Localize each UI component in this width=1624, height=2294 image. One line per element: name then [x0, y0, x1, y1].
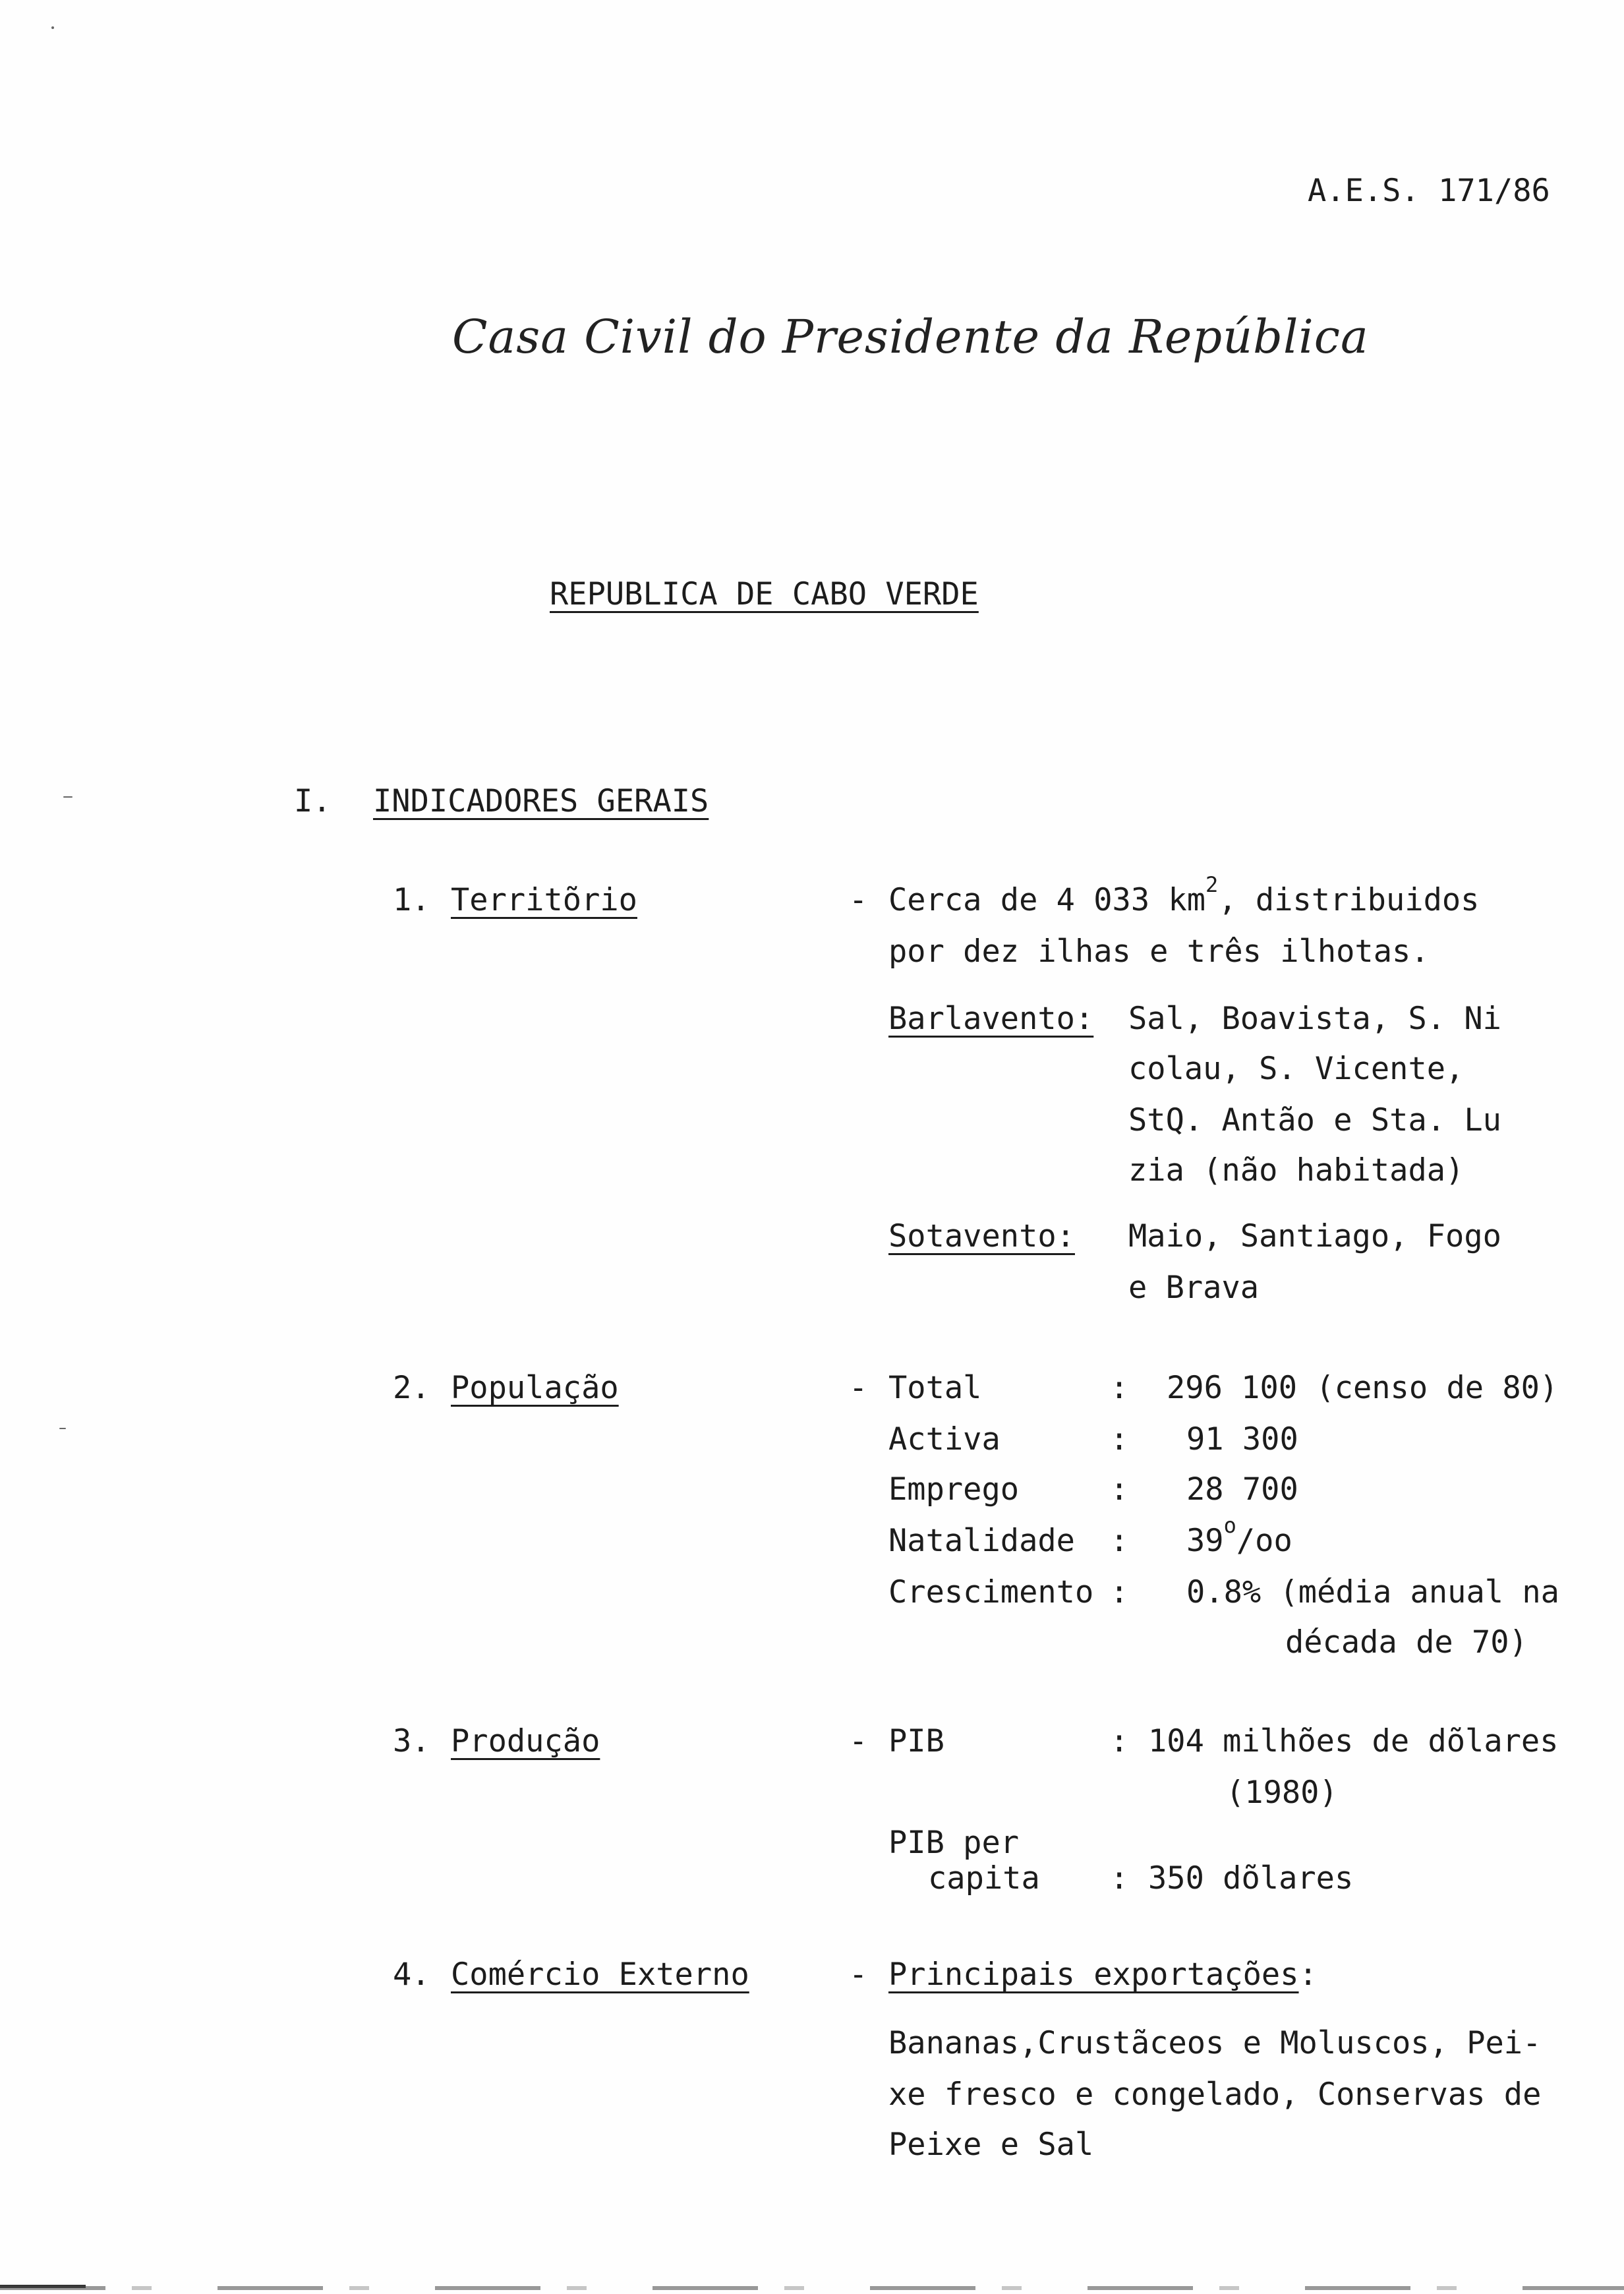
reference-number: A.E.S. 171/86 [1308, 173, 1550, 209]
pop-row-value: 0.8% (média anual na [1186, 1574, 1559, 1610]
barlavento-line: Sal, Boavista, S. Ni [1128, 1001, 1501, 1037]
natalidade-value-b: /oo [1236, 1523, 1292, 1559]
exports-line: Peixe e Sal [888, 2127, 1094, 2163]
scan-speck [51, 26, 54, 29]
pop-row-label: Emprego [888, 1471, 1020, 1508]
section-number: I. [294, 783, 332, 819]
pop-row-value: 28 700 [1186, 1471, 1298, 1508]
item-number: 1. [393, 882, 430, 918]
territorio-line-1 [888, 872, 1480, 918]
pib-per-capita-value: 350 dõlares [1148, 1860, 1354, 1897]
scan-bottom-edge [0, 2286, 1624, 2290]
exports-heading-row [888, 1956, 1318, 1993]
pop-row-value-cont: década de 70) [1285, 1624, 1528, 1661]
scan-speck [59, 1428, 66, 1429]
pop-row-colon: : [1110, 1523, 1129, 1559]
pop-row-colon: : [1110, 1471, 1129, 1508]
superscript: o [1223, 1513, 1236, 1538]
item-number: 3. [393, 1723, 430, 1759]
pop-row-value [1186, 1513, 1292, 1559]
natalidade-value-a: 39 [1186, 1523, 1224, 1559]
dash: - [849, 1956, 868, 1993]
superscript: 2 [1205, 872, 1219, 897]
dash: - [849, 882, 868, 918]
territorio-line-1-a: Cerca de 4 033 km [888, 882, 1206, 918]
sotavento-line: Maio, Santiago, Fogo [1128, 1218, 1501, 1254]
pop-row-label: Activa [888, 1421, 1000, 1457]
item-label: Territõrio [451, 882, 637, 918]
pib-per-capita-label: PIB per [888, 1825, 1020, 1861]
barlavento-line: zia (não habitada) [1128, 1152, 1464, 1189]
sotavento-label: Sotavento: [888, 1218, 1075, 1254]
barlavento-label: Barlavento: [888, 1001, 1094, 1037]
pop-row-colon: : [1110, 1421, 1129, 1457]
barlavento-line: StQ. Antão e Sta. Lu [1128, 1102, 1501, 1138]
sotavento-line: e Brava [1128, 1270, 1260, 1306]
exports-heading: Principais exportações [888, 1956, 1299, 1993]
territorio-line-2: por dez ilhas e três ilhotas. [888, 933, 1430, 970]
section-title: INDICADORES GERAIS [373, 783, 709, 819]
pop-row-label: Natalidade [888, 1523, 1075, 1559]
pop-row-label: Crescimento [888, 1574, 1094, 1610]
pop-row-value: 296 100 (censo de 80) [1167, 1370, 1559, 1406]
pib-per-capita-colon: : [1110, 1860, 1129, 1897]
document-title: REPUBLICA DE CABO VERDE [550, 576, 979, 612]
item-number: 2. [393, 1370, 430, 1406]
exports-line: Bananas,Crustãceos e Moluscos, Pei- [888, 2025, 1542, 2061]
scan-speck [63, 796, 72, 798]
pop-row-value: 91 300 [1186, 1421, 1298, 1457]
dash: - [849, 1723, 868, 1759]
dash: - [849, 1370, 868, 1406]
item-label: População [451, 1370, 619, 1406]
item-number: 4. [393, 1956, 430, 1993]
pib-year: (1980) [1226, 1775, 1338, 1811]
pib-colon: : [1110, 1723, 1129, 1759]
pop-row-colon: : [1110, 1574, 1129, 1610]
pop-row-colon: : [1110, 1370, 1129, 1406]
exports-heading-colon: : [1298, 1956, 1318, 1993]
territorio-line-1-b: , distribuidos [1218, 882, 1480, 918]
pop-row-label: Total [888, 1370, 982, 1406]
item-label: Comércio Externo [451, 1956, 749, 1993]
exports-line: xe fresco e congelado, Conservas de [888, 2076, 1542, 2113]
letterhead: Casa Civil do Presidente da República [452, 310, 1369, 364]
barlavento-line: colau, S. Vicente, [1128, 1051, 1464, 1087]
pib-per-capita-label: capita [928, 1860, 1040, 1897]
pib-label: PIB [888, 1723, 944, 1759]
item-label: Produção [451, 1723, 600, 1759]
pib-value: 104 milhões de dõlares [1148, 1723, 1559, 1759]
